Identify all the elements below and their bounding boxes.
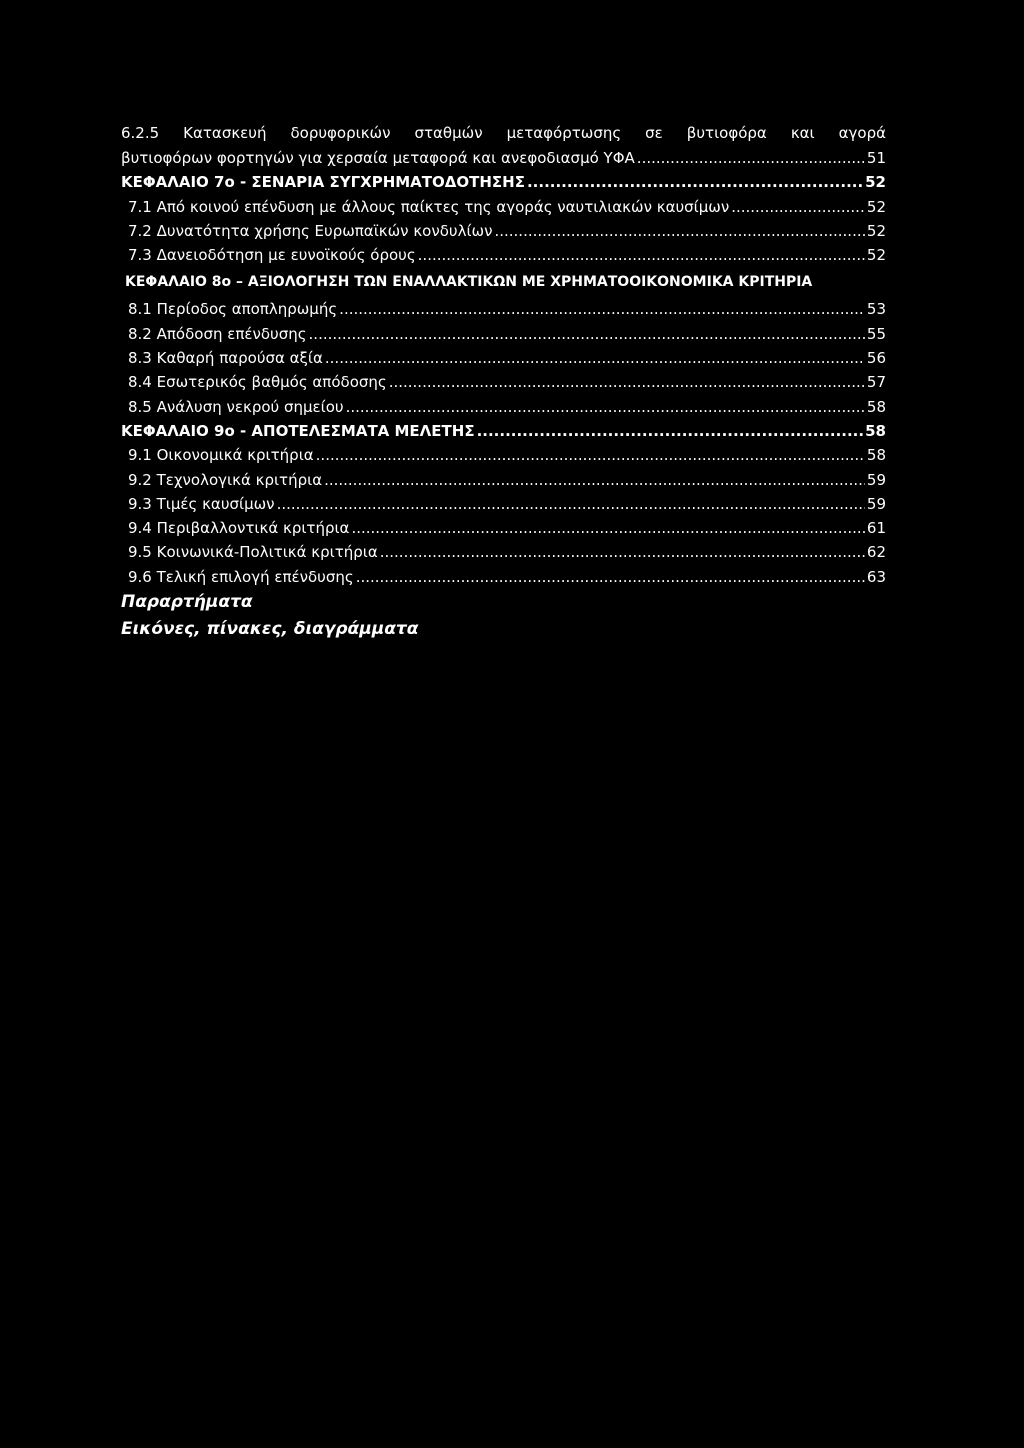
- toc-entry-title: 9.4 Περιβαλλοντικά κριτήρια: [128, 519, 350, 538]
- toc-entry-title: 8.2 Απόδοση επένδυσης: [128, 324, 307, 343]
- toc-entry-title: βυτιοφόρων φορτηγών για χερσαία μεταφορά και ανεφοδιασμό ΥΦΑ: [121, 149, 635, 167]
- toc-entry-9-4[interactable]: [121, 516, 886, 540]
- toc-page-number: 63: [866, 567, 886, 586]
- toc-entry-title: 9.2 Τεχνολογικά κριτήρια: [128, 470, 323, 489]
- toc-entry-8-2[interactable]: [121, 322, 886, 346]
- toc-entry-title: ΚΕΦΑΛΑΙΟ 9ο - ΑΠΟΤΕΛΕΣΜΑΤΑ ΜΕΛΕΤΗΣ: [121, 421, 475, 440]
- dot-leader: [494, 219, 864, 243]
- toc-entry-8-1[interactable]: [121, 297, 886, 321]
- dot-leader: [339, 297, 865, 321]
- dot-leader: [527, 170, 863, 194]
- dot-leader: [380, 540, 865, 564]
- toc-entry-title: 7.3 Δανειοδότηση με ευνοϊκούς όρους: [128, 246, 416, 265]
- toc-annexes[interactable]: Παραρτήματα: [121, 592, 253, 613]
- toc-page-number: 56: [866, 349, 886, 368]
- dot-leader: [351, 516, 864, 540]
- toc-page-number: 55: [866, 324, 886, 343]
- toc-entry-8-4[interactable]: [121, 370, 886, 394]
- toc-page-number: 53: [866, 300, 886, 319]
- toc-entry-8-3[interactable]: [121, 346, 886, 370]
- toc-page-number: 58: [866, 397, 886, 416]
- dot-leader: [418, 243, 865, 267]
- toc-entry-title: 8.5 Ανάλυση νεκρού σημείου: [128, 397, 344, 416]
- toc-page-number: 58: [865, 421, 886, 440]
- toc-entry-9-6[interactable]: [121, 565, 886, 589]
- toc-entry-title: 9.5 Κοινωνικά-Πολιτικά κριτήρια: [128, 543, 378, 562]
- toc-entry-9-2[interactable]: [121, 468, 886, 492]
- toc-entry-title: 8.4 Εσωτερικός βαθμός απόδοσης: [128, 373, 387, 392]
- toc-entry-title: ΚΕΦΑΛΑΙΟ 7ο - ΣΕΝΑΡΙΑ ΣΥΓΧΡΗΜΑΤΟΔΟΤΗΣΗΣ: [121, 173, 525, 192]
- toc-entry-6-2-5-line1: 6.2.5 Κατασκευή δορυφορικών σταθμών μεταφόρτωσης σε βυτιοφόρα και αγορά: [121, 124, 886, 142]
- toc-entry-9-5[interactable]: [121, 540, 886, 564]
- toc-page-number: 59: [866, 470, 886, 489]
- toc-entry-title: 7.2 Δυνατότητα χρήσης Ευρωπαϊκών κονδυλίων: [128, 221, 493, 240]
- toc-entry-6-2-5[interactable]: [121, 146, 886, 170]
- dot-leader: [389, 370, 865, 394]
- toc-entry-8-5[interactable]: [121, 395, 886, 419]
- toc-figures-tables-diagrams[interactable]: Εικόνες, πίνακες, διαγράμματα: [121, 619, 419, 640]
- toc-entry-title: ΚΕΦΑΛΑΙΟ 8ο – ΑΞΙΟΛΟΓΗΣΗ ΤΩΝ ΕΝΑΛΛΑΚΤΙΚΩΝ ΜΕ ΧΡΗΜΑΤΟΟΙΚΟΝΟΜΙΚΑ ΚΡΙΤΗΡΙΑ: [125, 274, 813, 291]
- toc-entry-9-1[interactable]: [121, 443, 886, 467]
- dot-leader: [346, 395, 865, 419]
- toc-entry-7-1[interactable]: [121, 195, 886, 219]
- toc-entry-title: 9.3 Τιμές καυσίμων: [128, 494, 275, 513]
- dot-leader: [356, 565, 865, 589]
- toc-entry-title: 8.3 Καθαρή παρούσα αξία: [128, 349, 323, 368]
- dot-leader: [731, 195, 865, 219]
- dot-leader: [309, 322, 865, 346]
- toc-chapter-8[interactable]: [121, 267, 886, 297]
- toc-chapter-7[interactable]: [121, 170, 886, 194]
- table-of-contents: [121, 121, 886, 643]
- toc-page-number: 52: [866, 197, 886, 216]
- toc-page-number: 57: [866, 373, 886, 392]
- toc-entry-title: 9.6 Τελική επιλογή επένδυσης: [128, 567, 354, 586]
- dot-leader: [324, 468, 865, 492]
- toc-entry-title: 9.1 Οικονομικά κριτήρια: [128, 446, 314, 465]
- toc-page-number: 52: [865, 173, 886, 192]
- toc-page-number: 58: [866, 446, 886, 465]
- toc-entry-7-2[interactable]: [121, 219, 886, 243]
- dot-leader: [477, 419, 864, 443]
- dot-leader: [325, 346, 865, 370]
- toc-page-number: 52: [866, 246, 886, 265]
- toc-entry-title: 7.1 Από κοινού επένδυση με άλλους παίκτες της αγοράς ναυτιλιακών καυσίμων: [128, 197, 730, 216]
- dot-leader: [316, 443, 865, 467]
- toc-entry-7-3[interactable]: [121, 243, 886, 267]
- toc-page-number: 51: [866, 149, 886, 167]
- dot-leader: [277, 492, 865, 516]
- toc-page-number: 52: [866, 221, 886, 240]
- toc-entry-title: 8.1 Περίοδος αποπληρωμής: [128, 300, 338, 319]
- dot-leader: [637, 146, 865, 170]
- toc-page-number: 62: [866, 543, 886, 562]
- toc-chapter-9[interactable]: [121, 419, 886, 443]
- toc-page-number: 59: [866, 494, 886, 513]
- toc-entry-9-3[interactable]: [121, 492, 886, 516]
- toc-page-number: 61: [866, 519, 886, 538]
